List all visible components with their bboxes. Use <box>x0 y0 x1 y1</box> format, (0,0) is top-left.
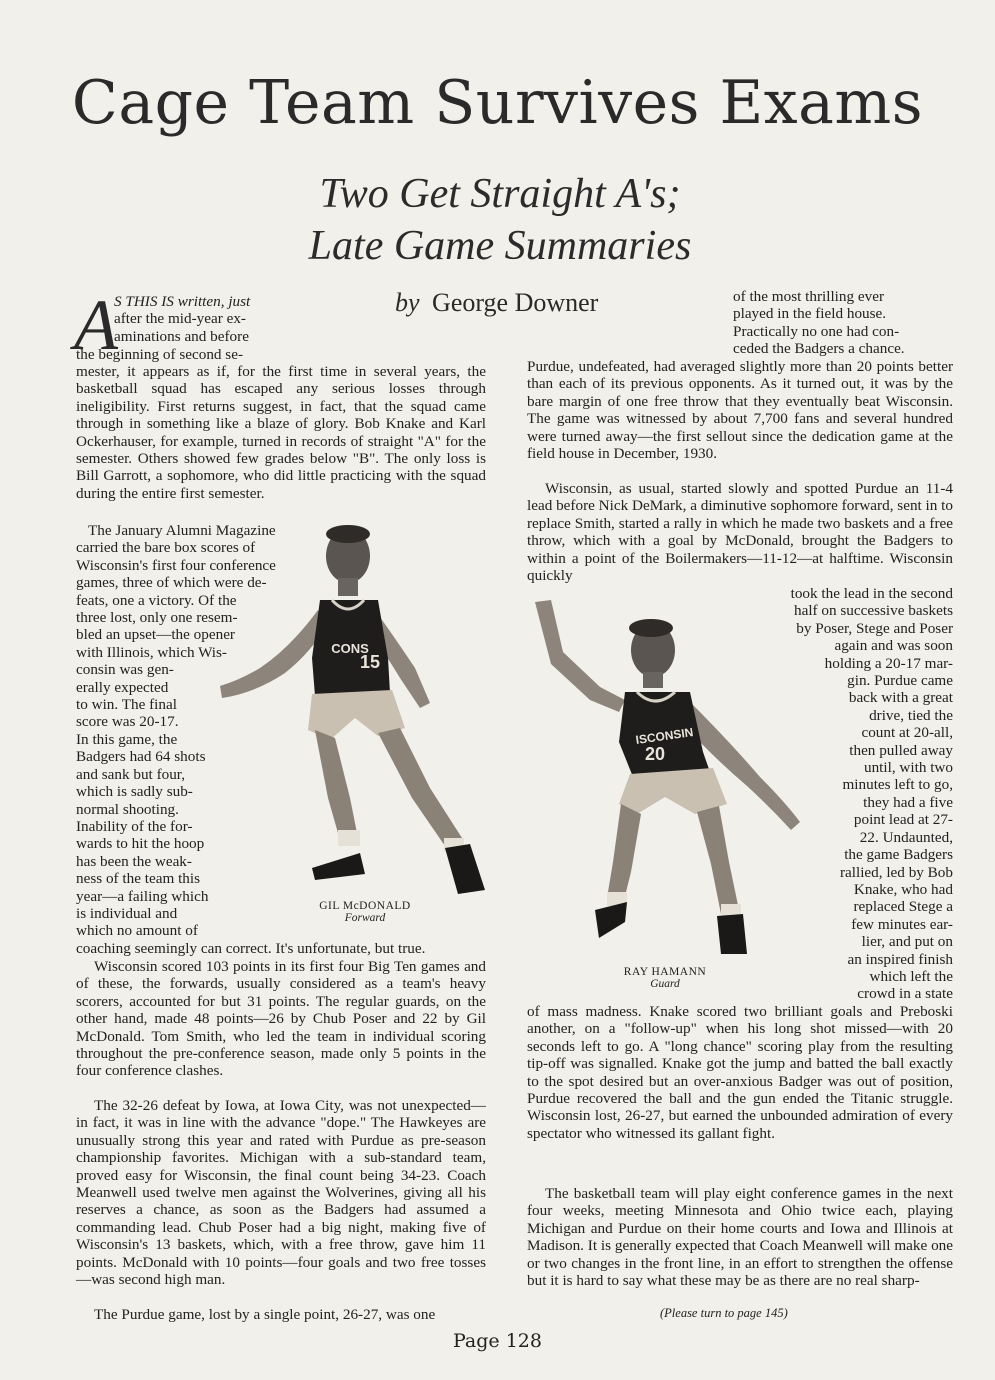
wrap-line: which no amount of <box>76 922 198 940</box>
wrap-line: In this game, the <box>76 730 178 748</box>
col2-top-lines <box>733 288 953 358</box>
col2-paragraph-4: The basketball team will play eight conference games in the next four weeks, meeting Minnesota and Ohio twice each, playing Michigan and Purdue on their home courts and Iowa and Illinois at Madison. It is generally expected that Coach Meanwell will make one or two changes in the front line, in an effort to strengthen the offense but it is hard to say what these may be as there are no real sharp- <box>527 1185 953 1290</box>
caption-name: GIL McDONALD <box>319 900 411 912</box>
caption-position: Forward <box>344 912 386 924</box>
caption-name: RAY HAMANN <box>623 966 707 978</box>
byline-by: by <box>395 288 420 317</box>
photo-gil-mcdonald <box>200 518 490 918</box>
wrap-line: three lost, only one resem- <box>76 609 238 627</box>
wrap-line: and sank but four, <box>76 765 186 783</box>
wrap-line: count at 20-all, <box>861 724 953 742</box>
col2-line: of the most thrilling ever <box>733 288 884 305</box>
wrap-line: by Poser, Stege and Poser <box>796 619 953 637</box>
byline-author: George Downer <box>432 288 599 317</box>
jersey-number-right: 20 <box>644 744 666 764</box>
col1-paragraph-1: mester, it appears as if, for the first time in several years, the basketball squad has escaped any serious losses through ineligibility. First returns suggest, in fact, that the squad came through in something like a blaze of glory. Bob Knake and Karl Ockerhauser, for example, turned in records of straight "A" for the semester. Others showed few grades below "B". The only loss is Bill Garrott, a sophomore, who did little practicing with the squad during the entire first semester. <box>76 363 486 502</box>
wrap-line: crowd in a state <box>857 985 953 1003</box>
wrap-line: Knake, who had <box>853 880 953 898</box>
byline <box>395 288 598 318</box>
wrap-line: which left the <box>869 967 953 985</box>
wrap-line: bled an upset—the opener <box>76 626 235 644</box>
wrap-line: they had a five <box>863 793 953 811</box>
wrap-line: rallied, led by Bob <box>839 863 953 881</box>
caption-position: Guard <box>650 978 680 990</box>
subhead-line-1: Two Get Straight A's; <box>319 171 681 217</box>
wrap-line: few minutes ear- <box>851 915 953 933</box>
wrap-line: took the lead in the second <box>790 585 953 602</box>
wrap-line: back with a great <box>848 689 953 707</box>
wrap-line: feats, one a victory. Of the <box>76 591 237 609</box>
wrap-line: ness of the team this <box>76 870 201 888</box>
subhead-line-2: Late Game Summaries <box>308 223 692 269</box>
wrap-line: with Illinois, which Wis- <box>76 643 227 661</box>
wrap-line: 22. Undaunted, <box>859 828 953 846</box>
wrap-line: then pulled away <box>849 741 953 759</box>
intro-line: aminations and before <box>114 327 249 345</box>
wrap-line: wards to hit the hoop <box>76 835 205 853</box>
jersey-text-right: ISCONSIN <box>634 725 695 748</box>
wrap-line: games, three of which were de- <box>76 574 267 592</box>
wrap-line: lier, and put on <box>861 933 953 951</box>
caption-ray-hamann <box>605 966 725 990</box>
wrap-line: replaced Stege a <box>853 898 953 916</box>
wrap-line: to win. The final <box>76 696 177 714</box>
wrap-line: until, with two <box>863 759 953 777</box>
wrap-line: drive, tied the <box>869 706 953 724</box>
col2-line: Practically no one had con- <box>733 322 900 340</box>
wrap-line: again and was soon <box>834 637 953 655</box>
caption-gil-mcdonald <box>300 900 430 924</box>
wrap-line: The January Alumni Magazine <box>88 522 276 539</box>
intro-lines <box>114 293 284 345</box>
wrap-line: point lead at 27- <box>853 811 953 829</box>
wrap-line: Wisconsin's first four conference <box>76 556 276 574</box>
col1-paragraph-2-end: coaching seemingly can correct. It's unfortunate, but true. <box>76 940 426 957</box>
headline: Cage Team Survives Exams <box>71 68 924 138</box>
wrap-line: normal shooting. <box>76 800 179 818</box>
wrap-line: Inability of the for- <box>76 817 193 835</box>
col2-line: played in the field house. <box>733 305 887 323</box>
wrap-line: carried the bare box scores of <box>76 539 256 557</box>
wrap-line: gin. Purdue came <box>847 672 953 690</box>
wrap-line: an inspired finish <box>847 950 953 968</box>
wrap-line: score was 20-17. <box>76 713 179 731</box>
intro-line-4: the beginning of second se- <box>76 346 244 363</box>
wrap-line: is individual and <box>76 904 178 922</box>
wrap-line: consin was gen- <box>76 661 174 679</box>
col1-paragraph-3: Wisconsin scored 103 points in its first four Big Ten games and of these, the forwards, usually considered as a team's heavy scorers, accounted for but 31 points. The regular guards, on the other hand, made 48 points—26 by Chub Poser and 22 by Gil McDonald. Tom Smith, who led the team in individual scoring throughout the pre-conference season, made only 5 points in the four conference clashes. <box>76 958 486 1080</box>
wrap-line: has been the weak- <box>76 852 192 870</box>
col2-paragraph-3: of mass madness. Knake scored two brilliant goals and Preboski another, on a "follow-up" when his long shot missed—with 20 seconds left to go. A "long chance" scoring play from the resulting tip-off was signalled. Knake got the jump and batted the ball exactly to the spot desired but an over-anxious Badger was out of position, Purdue recovered the ball and the gun ended the Titanic struggle. Wisconsin lost, 26-27, but earned the unbounded admiration of every spectator who witnessed its gallant fight. <box>527 1003 953 1142</box>
continued-note: (Please turn to page 145) <box>660 1306 788 1320</box>
wrap-line: which is sadly sub- <box>76 783 193 801</box>
intro-line: after the mid-year ex- <box>114 310 246 328</box>
drop-cap: A <box>74 285 118 365</box>
jersey-number-left: 15 <box>359 652 381 672</box>
col2-line: ceded the Badgers a chance. <box>733 340 905 358</box>
wrap-line: erally expected <box>76 678 169 696</box>
photo-ray-hamann <box>515 592 815 962</box>
wrap-line: holding a 20-17 mar- <box>824 654 953 672</box>
col2-paragraph-2: Wisconsin, as usual, started slowly and spotted Purdue an 11-4 lead before Nick DeMark, a diminutive sophomore forward, sent in to replace Smith, started a rally in which he made two baskets and a free throw, which with a goal by McDonald, brought the Badgers to within a point of the Boilermakers—11-12—at halftime. Wisconsin quickly <box>527 480 953 585</box>
wrap-line: minutes left to go, <box>842 776 953 794</box>
col2-paragraph-1: Purdue, undefeated, had averaged slightly more than 20 points better than each of its previous opponents. As it turned out, it was by the bare margin of one free throw that they eventually beat Wisconsin. The game was witnessed by about 7,700 fans and several hundred were turned away—the first sellout since the dedication game at the field house in December, 1930. <box>527 358 953 463</box>
jersey-text-left: CONS <box>331 641 369 656</box>
page-number: Page 128 <box>453 1330 542 1352</box>
col1-paragraph-5: The Purdue game, lost by a single point, 26-27, was one <box>94 1306 436 1323</box>
wrap-line: year—a failing which <box>76 887 209 905</box>
intro-line: S THIS IS written, just <box>114 293 251 310</box>
wrap-line: Badgers had 64 shots <box>76 748 206 766</box>
wrap-line: half on successive baskets <box>793 602 953 620</box>
wrap-line: the game Badgers <box>844 846 953 864</box>
col1-paragraph-4: The 32-26 defeat by Iowa, at Iowa City, was not unexpected—in fact, it was in line with the advance "dope." The Hawkeyes are unusually strong this year and rated with Purdue as pre-season championship favorites. Michigan with a sub-standard team, proved easy for Wisconsin, the final count being 34-23. Coach Meanwell used twelve men against the Wolverines, giving all his reserves a chance, as soon as the Badgers had assumed a commanding lead. Chub Poser had a big night, making five of Wisconsin's 13 baskets, which, with a free throw, gave him 11 points. McDonald with 10 points—four goals and two free tosses —was second high man. <box>76 1097 486 1289</box>
